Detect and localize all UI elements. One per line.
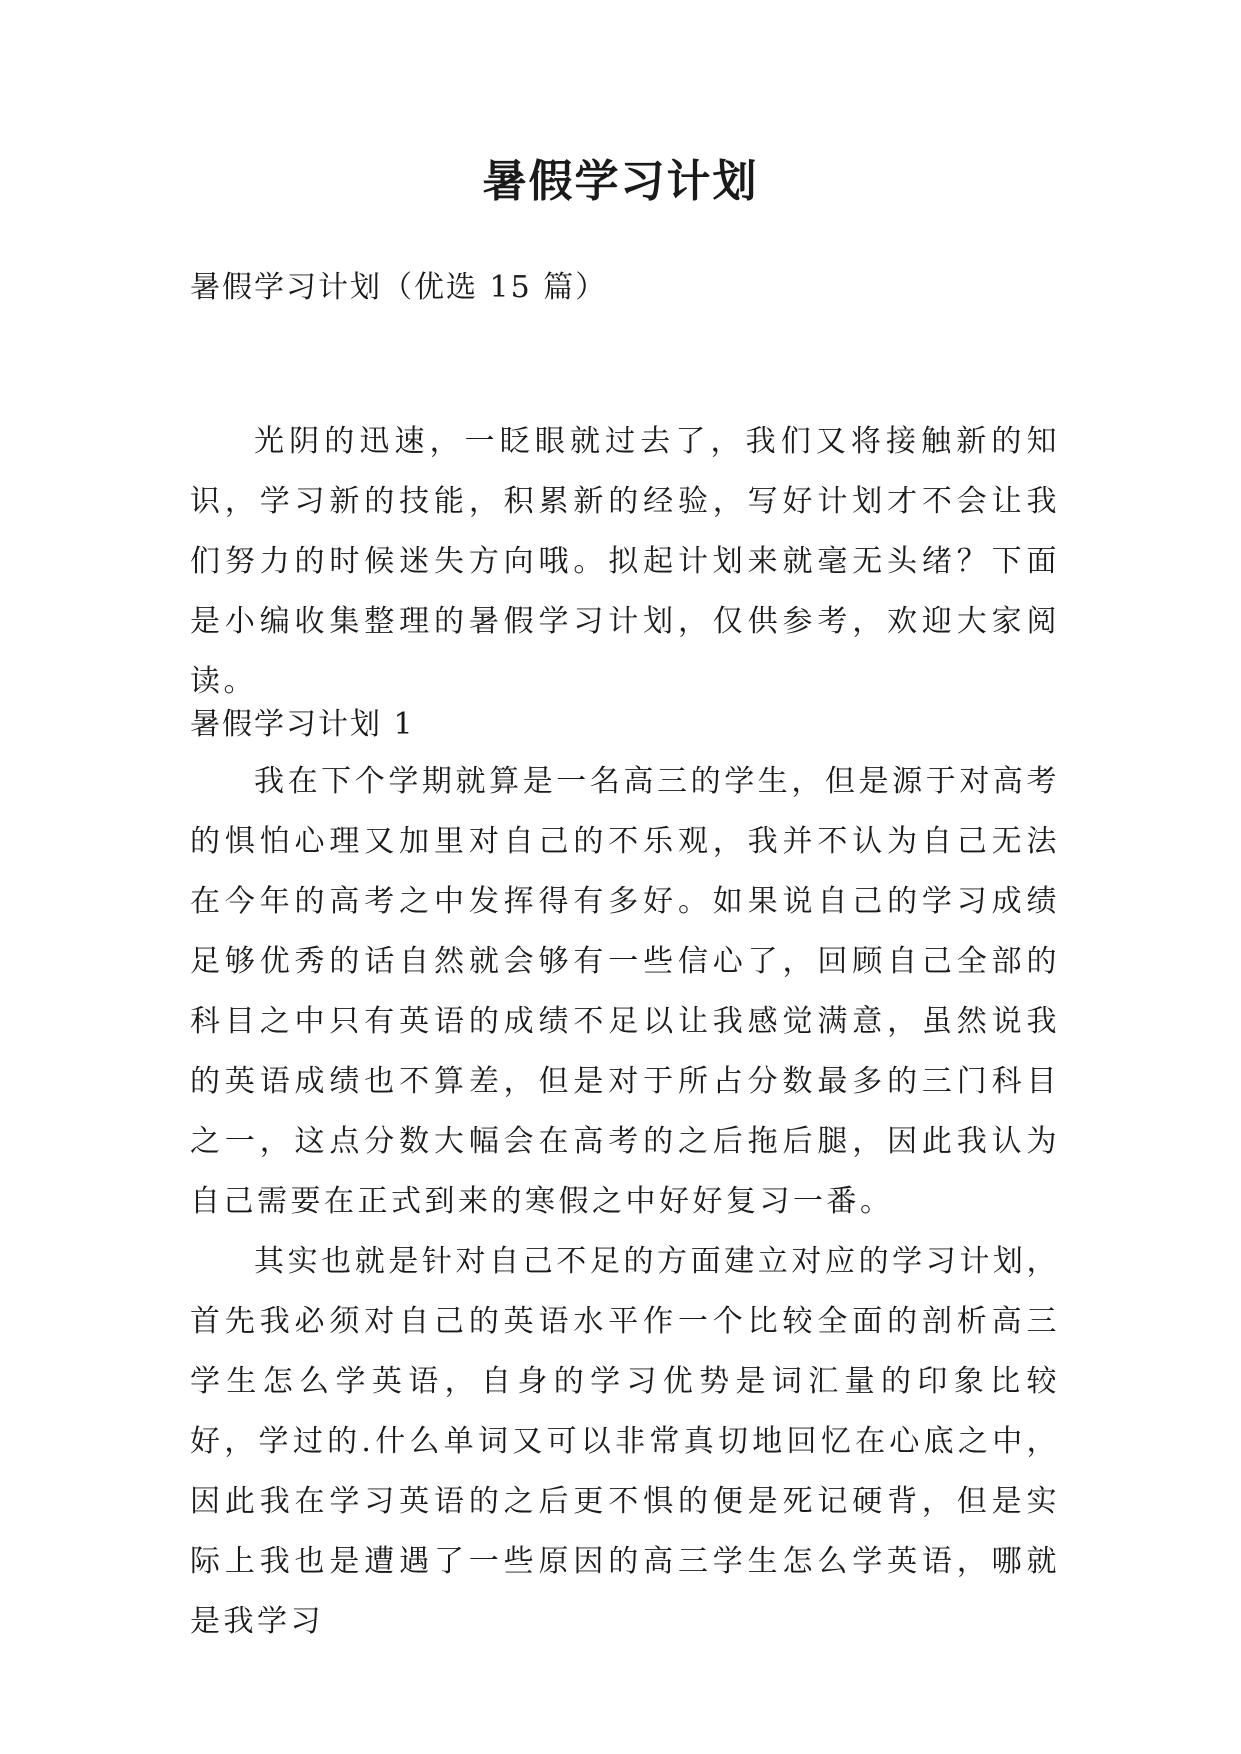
section-heading: 暑假学习计划 1 (190, 707, 415, 742)
body-paragraph: 其实也就是针对自己不足的方面建立对应的学习计划，首先我必须对自己的英语水平作一个比较全面的剖析高三学生怎么学英语，自身的学习优势是词汇量的印象比较好，学过的.什么单词又可以非常真切地回忆在心底之中，因此我在学习英语的之后更不惧的便是死记硬背，但是实际上我也是遭遇了一些原因的高三学生怎么学英语，哪就是我学习 (190, 1244, 1060, 1639)
document-subtitle: 暑假学习计划（优选 15 篇） (190, 270, 608, 305)
document-title: 暑假学习计划 (482, 156, 759, 207)
intro-paragraph: 光阴的迅速，一眨眼就过去了，我们又将接触新的知识，学习新的技能，积累新的经验，写好计划才不会让我们努力的时候迷失方向哦。拟起计划来就毫无头绪？下面是小编收集整理的暑假学习计划，仅供参考，欢迎大家阅读。 (190, 424, 1060, 699)
intro-block (190, 412, 1060, 712)
section-body (190, 752, 1060, 1652)
body-paragraph: 我在下个学期就算是一名高三的学生，但是源于对高考的惧怕心理又加里对自己的不乐观，我并不认为自己无法在今年的高考之中发挥得有多好。如果说自己的学习成绩足够优秀的话自然就会够有一些信心了，回顾自己全部的科目之中只有英语的成绩不足以让我感觉满意，虽然说我的英语成绩也不算差，但是对于所占分数最多的三门科目之一，这点分数大幅会在高考的之后拖后腿，因此我认为自己需要在正式到来的寒假之中好好复习一番。 (190, 764, 1060, 1219)
